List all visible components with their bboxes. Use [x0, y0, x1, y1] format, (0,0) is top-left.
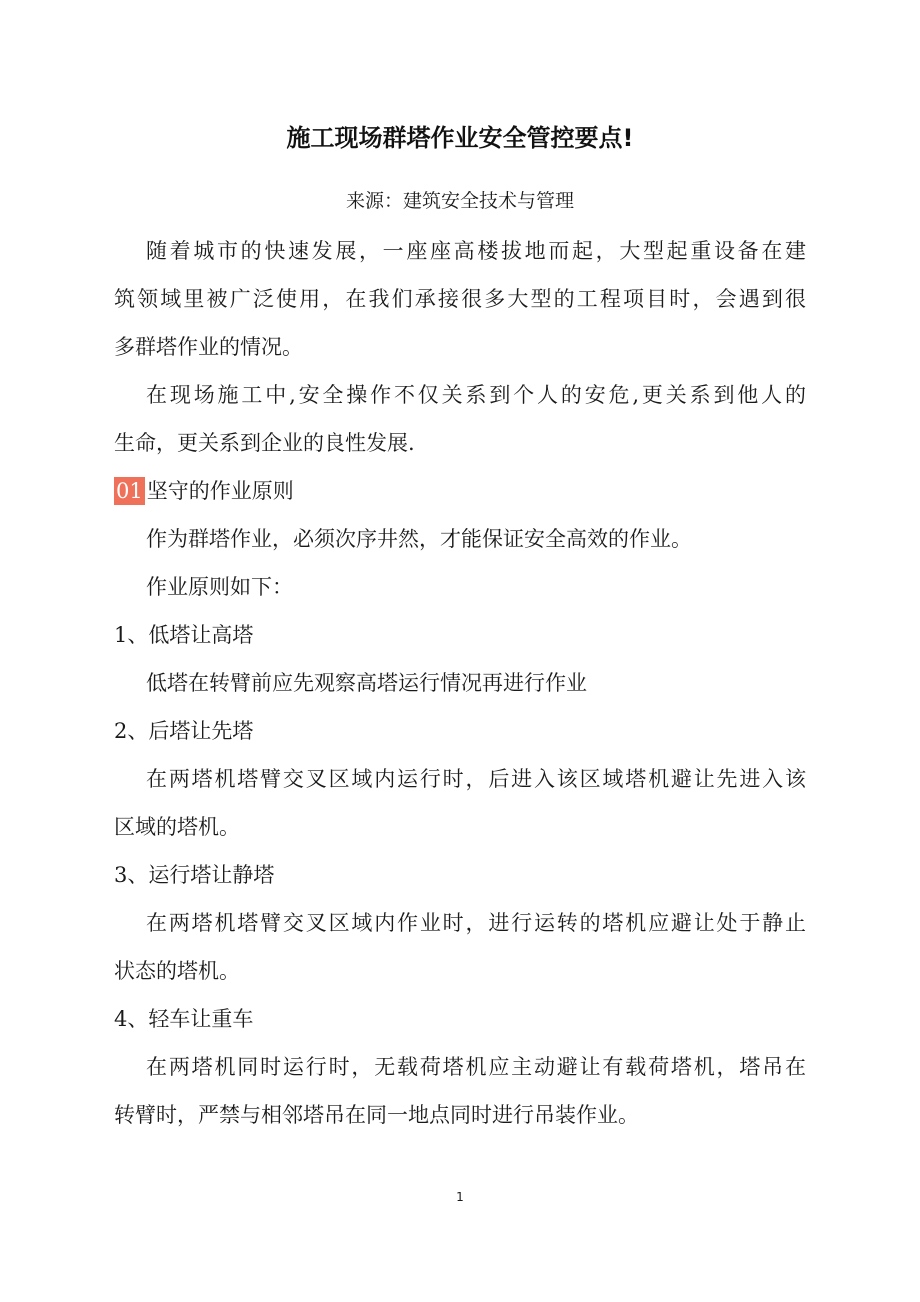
rule-4-text-line-1: 在两塔机同时运行时，无载荷塔机应主动避让有载荷塔机，塔吊在 — [146, 1055, 806, 1079]
rule-1-text-line-1: 低塔在转臂前应先观察高塔运行情况再进行作业 — [146, 671, 587, 695]
intro-paragraph-2-line-2: 生命，更关系到企业的良性发展. — [114, 431, 415, 455]
section-heading — [114, 475, 294, 507]
section-heading-text: 坚守的作业原则 — [146, 479, 294, 503]
rule-1-title: 1、低塔让高塔 — [114, 623, 254, 647]
rule-2-title: 2、后塔让先塔 — [114, 719, 254, 743]
rule-2-text-line-1: 在两塔机塔臂交叉区域内运行时，后进入该区域塔机避让先进入该 — [146, 767, 806, 791]
intro-paragraph-1-line-1: 随着城市的快速发展，一座座高楼拔地而起，大型起重设备在建 — [146, 239, 806, 263]
intro-paragraph-1-line-3: 多群塔作业的情况。 — [114, 335, 303, 359]
section-number-badge: 01 — [116, 479, 143, 503]
section-lead: 作为群塔作业，必须次序井然，才能保证安全高效的作业。 — [146, 527, 692, 551]
page-number: 1 — [456, 1190, 464, 1204]
rule-3-text-line-1: 在两塔机塔臂交叉区域内作业时，进行运转的塔机应避让处于静止 — [146, 911, 806, 935]
principles-intro: 作业原则如下： — [146, 575, 293, 599]
rule-3-title: 3、运行塔让静塔 — [114, 863, 275, 887]
document-title: 施工现场群塔作业安全管控要点! — [286, 124, 634, 152]
intro-paragraph-1-line-2: 筑领域里被广泛使用，在我们承接很多大型的工程项目时，会遇到很 — [114, 287, 806, 311]
rule-3-text-line-2: 状态的塔机。 — [114, 959, 240, 983]
intro-paragraph-2-line-1: 在现场施工中,安全操作不仅关系到个人的安危,更关系到他人的 — [146, 383, 806, 407]
rule-4-text-line-2: 转臂时，严禁与相邻塔吊在同一地点同时进行吊装作业。 — [114, 1103, 639, 1127]
document-source: 来源：建筑安全技术与管理 — [345, 190, 574, 212]
rule-2-text-line-2: 区域的塔机。 — [114, 815, 240, 839]
rule-4-title: 4、轻车让重车 — [114, 1007, 254, 1031]
